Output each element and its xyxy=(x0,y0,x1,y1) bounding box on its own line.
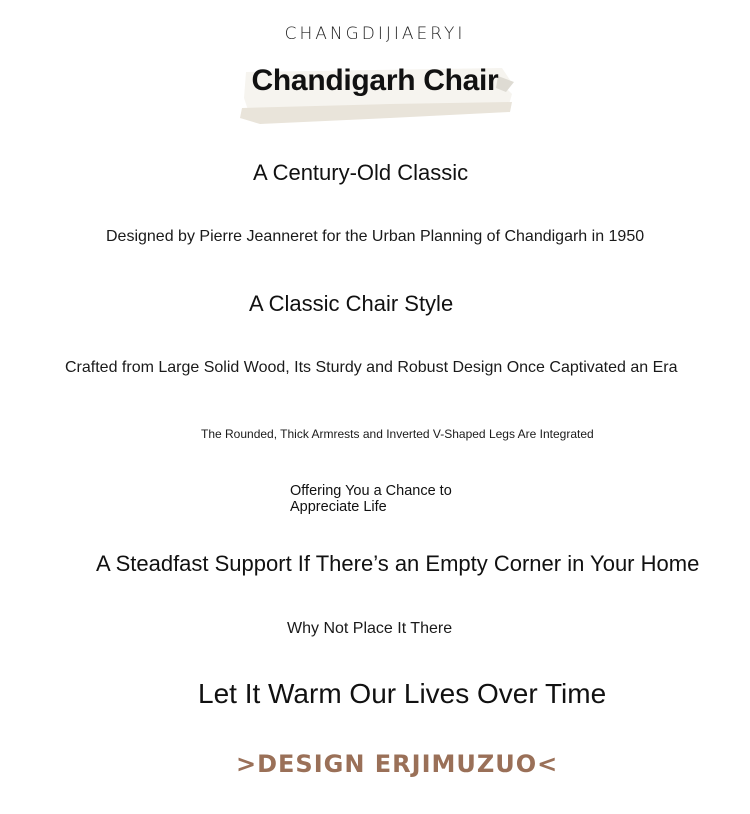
steadfast-support-text: A Steadfast Support If There’s an Empty Corner in Your Home xyxy=(96,551,700,576)
offering-text: Offering You a Chance to Appreciate Life xyxy=(290,483,452,515)
page-title: Chandigarh Chair xyxy=(251,64,499,97)
heading-classic-chair-style: A Classic Chair Style xyxy=(249,291,454,316)
why-not-text: Why Not Place It There xyxy=(287,620,453,637)
warm-lives-text: Let It Warm Our Lives Over Time xyxy=(198,678,607,709)
crafted-text: Crafted from Large Solid Wood, Its Sturdy and Robust Design Once Captivated an Era xyxy=(65,359,678,376)
heading-century-old-classic: A Century-Old Classic xyxy=(253,160,469,185)
armrests-text: The Rounded, Thick Armrests and Inverted V-Shaped Legs Are Integrated xyxy=(201,427,594,441)
designed-by-text: Designed by Pierre Jeanneret for the Urban Planning of Chandigarh in 1950 xyxy=(106,228,645,245)
design-footer-label: >DESIGN ERJIMUZUO< xyxy=(236,750,559,778)
brand-label: CHANGDIJIAERYI xyxy=(284,24,466,44)
